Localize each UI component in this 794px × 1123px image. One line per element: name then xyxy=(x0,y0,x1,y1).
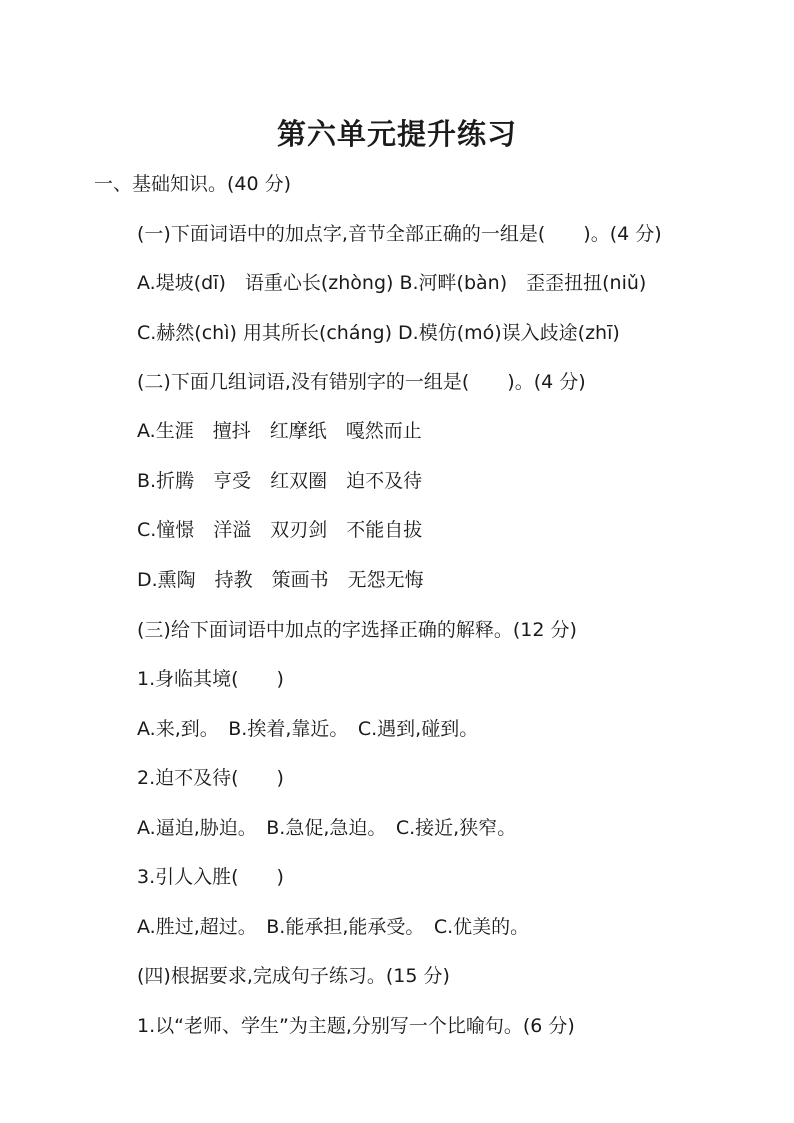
question-heading-typos: (二)下面几组词语,没有错别字的一组是( )。(4 分) xyxy=(137,371,586,393)
option-line-ab: A.堤坡(dī) 语重心长(zhòng) B.河畔(bàn) 歪歪扭扭(niǔ) xyxy=(137,272,647,294)
subquestion-1: 1.身临其境( ) xyxy=(137,668,284,690)
page-title: 第六单元提升练习 xyxy=(276,117,517,151)
subquestion-2: 2.迫不及待( ) xyxy=(137,767,284,789)
option-line-c: C.憧憬 洋溢 双刃剑 不能自拔 xyxy=(137,519,423,541)
option-line-d: D.熏陶 持教 策画书 无怨无悔 xyxy=(137,569,424,591)
question-heading-pinyin: (一)下面词语中的加点字,音节全部正确的一组是( )。(4 分) xyxy=(137,223,662,245)
question-heading-sentences: (四)根据要求,完成句子练习。(15 分) xyxy=(137,965,450,987)
subquestion-2-options: A.逼迫,胁迫。 B.急促,急迫。 C.接近,狭窄。 xyxy=(137,817,517,839)
option-line-cd: C.赫然(chì) 用其所长(cháng) D.模仿(mó)误入歧途(zhī) xyxy=(137,322,620,344)
subquestion-3: 3.引人入胜( ) xyxy=(137,866,284,888)
question-heading-meanings: (三)给下面词语中加点的字选择正确的解释。(12 分) xyxy=(137,619,577,641)
subquestion-metaphor: 1.以“老师、学生”为主题,分别写一个比喻句。(6 分) xyxy=(137,1015,575,1037)
subquestion-3-options: A.胜过,超过。 B.能承担,能承受。 C.优美的。 xyxy=(137,916,530,938)
section-heading-basic-knowledge: 一、基础知识。(40 分) xyxy=(94,173,292,195)
option-line-b: B.折腾 亨受 红双圈 迫不及待 xyxy=(137,470,423,492)
subquestion-1-options: A.来,到。 B.挨着,靠近。 C.遇到,碰到。 xyxy=(137,718,479,740)
option-line-a: A.生涯 擅抖 红摩纸 嘎然而止 xyxy=(137,420,422,442)
